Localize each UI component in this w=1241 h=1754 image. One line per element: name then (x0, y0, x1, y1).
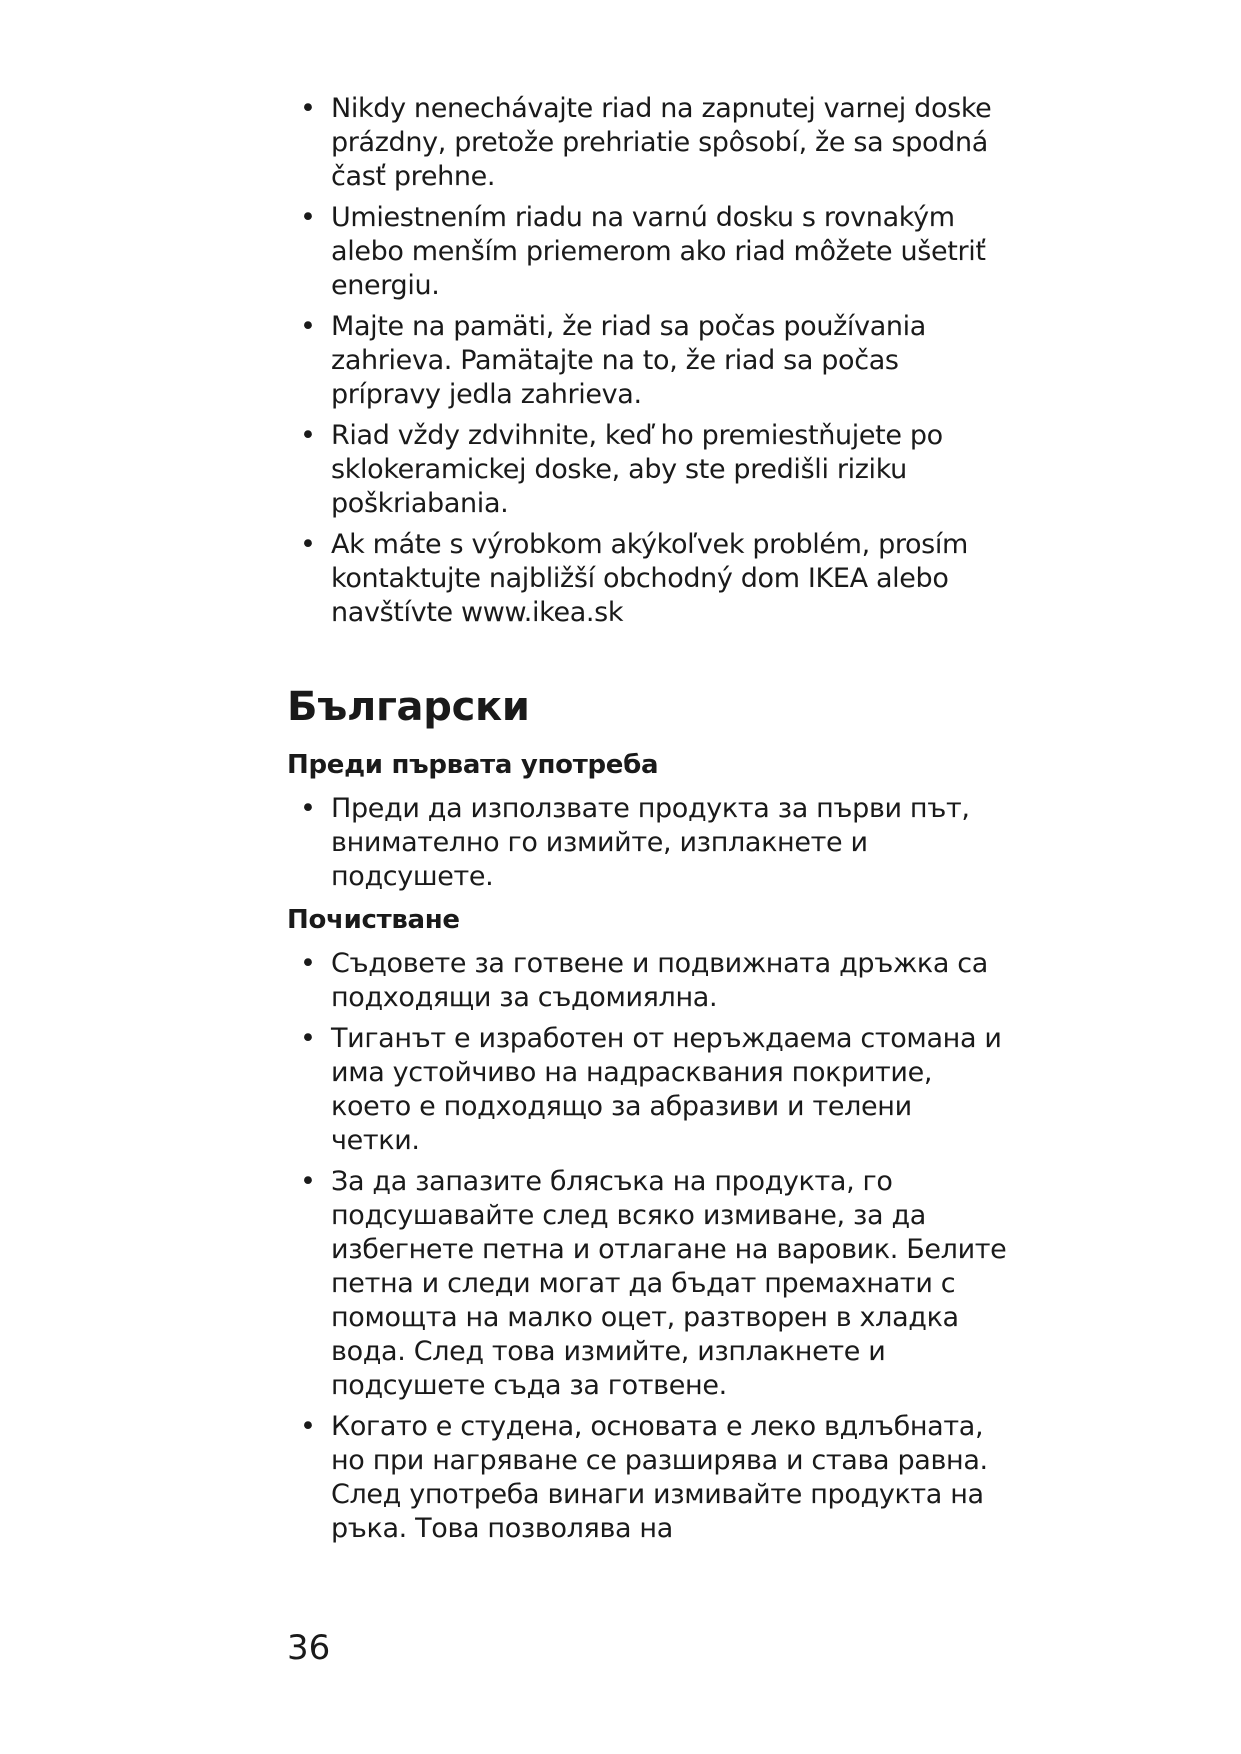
list-item (287, 528, 1007, 630)
bullet-icon: • (300, 1166, 316, 1197)
list-item (287, 310, 1007, 412)
bullet-icon: • (300, 93, 316, 124)
list-item (287, 1022, 1007, 1158)
list-item-text: Ak máte s výrobkom akýkoľvek problém, prosím kontaktujte najbližší obchodný dom IKEA alebo navštívte www.ikea.sk (331, 529, 969, 628)
bullet-icon: • (300, 529, 316, 560)
list-item-text: Тиганът е изработен от неръждаема стомана и има устойчиво на надрасквания покритие, което е подходящо за абразиви и телени четки. (331, 1023, 1002, 1156)
slovak-bullet-list (287, 92, 1007, 630)
subheading-cleaning: Почистване (287, 905, 460, 935)
list-item (287, 947, 1007, 1015)
list-item (287, 792, 1007, 894)
bullet-icon: • (300, 311, 316, 342)
bullet-icon: • (300, 420, 316, 451)
list-item-text: За да запазите блясъка на продукта, го подсушавайте след всяко измиване, за да избегнете петна и отлагане на варовик. Белите петна и следи могат да бъдат премахнати с помощта на малко оцет, разтворен в хладка вода. След това измийте, изплакнете и подсушете съда за готвене. (331, 1166, 1007, 1401)
list-item (287, 1410, 1007, 1546)
cleaning-section (287, 905, 1007, 1553)
list-item-text: Съдовете за готвене и подвижната дръжка са подходящи за съдомиялна. (331, 948, 988, 1013)
list-item-text: Umiestnením riadu na varnú dosku s rovnakým alebo menším priemerom ako riad môžete ušetriť energiu. (331, 202, 986, 301)
list-item-text: Nikdy nenechávajte riad na zapnutej varnej doske prázdny, pretože prehriatie spôsobí, že sa spodná časť prehne. (331, 93, 992, 192)
bullet-icon: • (300, 793, 316, 824)
list-item-text: Когато е студена, основата е леко вдлъбната, но при нагряване се разширява и става равна. След употреба винаги измивайте продукта на ръка. Това позволява на (331, 1411, 988, 1544)
cleaning-list (287, 947, 1007, 1546)
bullet-icon: • (300, 1023, 316, 1054)
list-item-text: Riad vždy zdvihnite, keď ho premiestňujete po sklokeramickej doske, aby ste predišli riziku poškriabania. (331, 420, 943, 519)
bullet-icon: • (300, 1411, 316, 1442)
list-item (287, 1165, 1007, 1403)
bullet-icon: • (300, 202, 316, 233)
list-item (287, 201, 1007, 303)
bullet-icon: • (300, 948, 316, 979)
slovak-section (287, 92, 1007, 637)
subheading-before-first-use: Преди първата употреба (287, 750, 659, 780)
list-item-text: Majte na pamäti, že riad sa počas používania zahrieva. Pamätajte na to, že riad sa počas prípravy jedla zahrieva. (331, 311, 927, 410)
before-first-use-list (287, 792, 1007, 894)
before-first-use-section (287, 750, 1007, 901)
page-number: 36 (287, 1628, 331, 1668)
section-title-bulgarian: Български (287, 684, 530, 730)
list-item (287, 92, 1007, 194)
list-item (287, 419, 1007, 521)
list-item-text: Преди да използвате продукта за първи път, внимателно го измийте, изплакнете и подсушете. (331, 793, 970, 892)
